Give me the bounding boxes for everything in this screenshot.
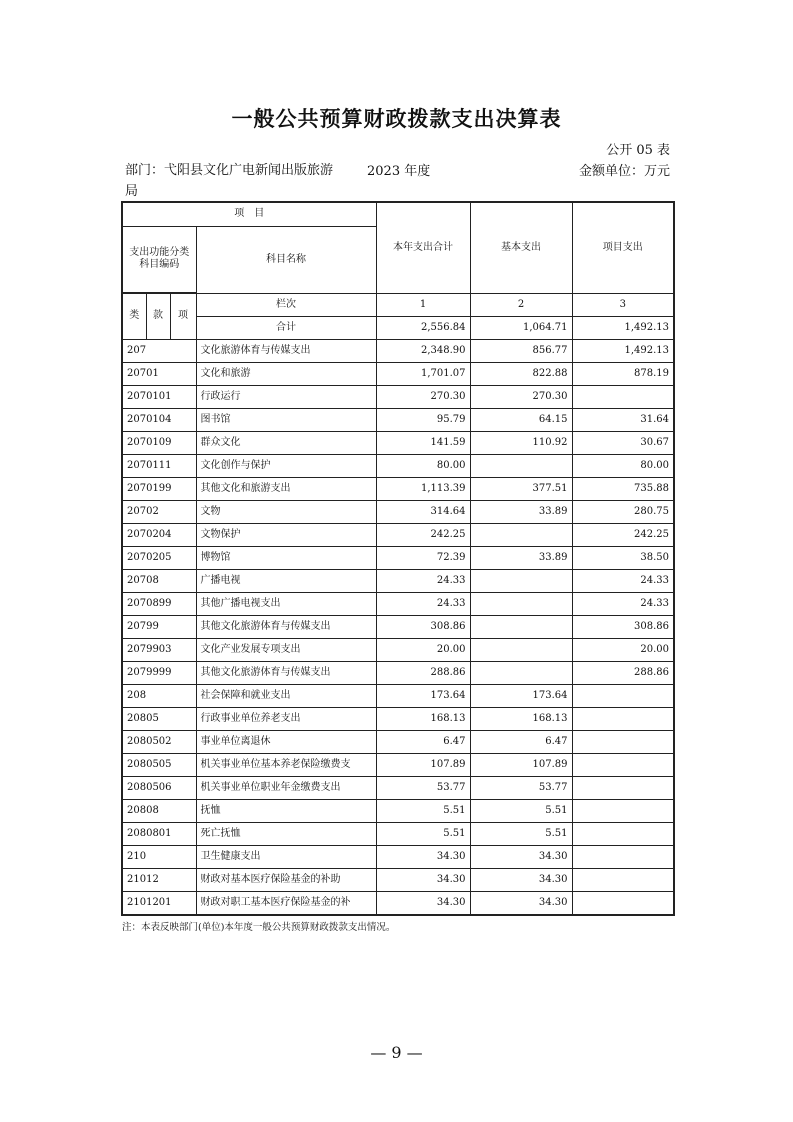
row-total: 288.86 [376, 661, 470, 684]
row-total: 34.30 [376, 868, 470, 891]
table-row [122, 684, 674, 707]
row-project [572, 776, 674, 799]
table-row [122, 753, 674, 776]
row-name: 文物保护 [196, 523, 376, 546]
row-name: 事业单位离退休 [196, 730, 376, 753]
row-total: 308.86 [376, 615, 470, 638]
row-name: 卫生健康支出 [196, 845, 376, 868]
page-number: — 9 — [370, 1043, 423, 1062]
header-kuan: 款 [146, 293, 170, 339]
row-total: 53.77 [376, 776, 470, 799]
row-code: 2070899 [122, 592, 196, 615]
col-number-2: 2 [470, 293, 572, 316]
header-xiang: 项 [170, 293, 196, 339]
row-project: 308.86 [572, 615, 674, 638]
row-code: 20702 [122, 500, 196, 523]
row-project [572, 684, 674, 707]
row-code: 2080505 [122, 753, 196, 776]
header-total: 本年支出合计 [376, 202, 470, 293]
row-total: 242.25 [376, 523, 470, 546]
page-title: 一般公共预算财政拨款支出决算表 [231, 107, 562, 131]
table-row [122, 891, 674, 915]
row-basic [470, 569, 572, 592]
table-row [122, 730, 674, 753]
row-basic: 34.30 [470, 891, 572, 915]
row-code: 2101201 [122, 891, 196, 915]
row-project [572, 707, 674, 730]
header-lei: 类 [122, 293, 146, 339]
col-number-1: 1 [376, 293, 470, 316]
row-total: 168.13 [376, 707, 470, 730]
row-basic: 856.77 [470, 339, 572, 362]
row-basic: 33.89 [470, 500, 572, 523]
table-row [122, 638, 674, 661]
row-project: 30.67 [572, 431, 674, 454]
row-total: 34.30 [376, 845, 470, 868]
table-note: 注：本表反映部门(单位)本年度一般公共预算财政拨款支出情况。 [122, 922, 396, 933]
row-code: 2070204 [122, 523, 196, 546]
row-name: 文化创作与保护 [196, 454, 376, 477]
row-code: 210 [122, 845, 196, 868]
row-total: 80.00 [376, 454, 470, 477]
row-total: 173.64 [376, 684, 470, 707]
col-number-3: 3 [572, 293, 674, 316]
table-row [122, 523, 674, 546]
row-name: 其他文化旅游体育与传媒支出 [196, 615, 376, 638]
table-row [122, 799, 674, 822]
header-item: 项 目 [122, 202, 376, 226]
row-basic: 53.77 [470, 776, 572, 799]
table-row [122, 661, 674, 684]
row-basic: 110.92 [470, 431, 572, 454]
row-name: 机关事业单位职业年金缴费支出 [196, 776, 376, 799]
row-total: 72.39 [376, 546, 470, 569]
row-basic: 377.51 [470, 477, 572, 500]
row-total: 1,113.39 [376, 477, 470, 500]
row-name: 死亡抚恤 [196, 822, 376, 845]
row-code: 20708 [122, 569, 196, 592]
row-total: 24.33 [376, 569, 470, 592]
header-code-group: 支出功能分类科目编码 [122, 226, 196, 292]
row-project [572, 753, 674, 776]
row-project [572, 385, 674, 408]
row-basic [470, 615, 572, 638]
table-row [122, 431, 674, 454]
total-project: 1,492.13 [572, 316, 674, 339]
row-code: 21012 [122, 868, 196, 891]
row-total: 314.64 [376, 500, 470, 523]
header-name: 科目名称 [196, 226, 376, 293]
form-number: 公开 05 表 [606, 143, 670, 158]
row-code: 20805 [122, 707, 196, 730]
row-project: 280.75 [572, 500, 674, 523]
table-row [122, 822, 674, 845]
row-project: 20.00 [572, 638, 674, 661]
row-code: 2070101 [122, 385, 196, 408]
row-code: 207 [122, 339, 196, 362]
row-code: 2070111 [122, 454, 196, 477]
row-basic: 64.15 [470, 408, 572, 431]
row-name: 博物馆 [196, 546, 376, 569]
table-row [122, 339, 674, 362]
row-project: 80.00 [572, 454, 674, 477]
row-code: 2079903 [122, 638, 196, 661]
row-basic [470, 523, 572, 546]
row-total: 95.79 [376, 408, 470, 431]
row-name: 文化旅游体育与传媒支出 [196, 339, 376, 362]
row-name: 文物 [196, 500, 376, 523]
total-basic: 1,064.71 [470, 316, 572, 339]
row-total: 20.00 [376, 638, 470, 661]
row-basic: 270.30 [470, 385, 572, 408]
row-total: 141.59 [376, 431, 470, 454]
row-name: 机关事业单位基本养老保险缴费支 [196, 753, 376, 776]
row-total: 5.51 [376, 799, 470, 822]
row-project: 1,492.13 [572, 339, 674, 362]
row-basic [470, 661, 572, 684]
table-row [122, 408, 674, 431]
row-name: 财政对基本医疗保险基金的补助 [196, 868, 376, 891]
total-label: 合计 [196, 316, 376, 339]
row-basic [470, 454, 572, 477]
row-project: 31.64 [572, 408, 674, 431]
table-row [122, 707, 674, 730]
row-project: 878.19 [572, 362, 674, 385]
row-code: 2079999 [122, 661, 196, 684]
row-name: 广播电视 [196, 569, 376, 592]
table-row [122, 776, 674, 799]
table-row [122, 569, 674, 592]
row-basic: 34.30 [470, 868, 572, 891]
row-code: 2080506 [122, 776, 196, 799]
row-project [572, 822, 674, 845]
row-name: 其他文化和旅游支出 [196, 477, 376, 500]
row-total: 107.89 [376, 753, 470, 776]
row-total: 270.30 [376, 385, 470, 408]
row-total: 6.47 [376, 730, 470, 753]
row-name: 群众文化 [196, 431, 376, 454]
row-total: 34.30 [376, 891, 470, 915]
row-name: 行政运行 [196, 385, 376, 408]
row-total: 1,701.07 [376, 362, 470, 385]
row-basic: 5.51 [470, 822, 572, 845]
row-basic: 822.88 [470, 362, 572, 385]
expenditure-table [121, 201, 675, 916]
table-row [122, 500, 674, 523]
row-project [572, 891, 674, 915]
header-basic: 基本支出 [470, 202, 572, 293]
row-code: 20808 [122, 799, 196, 822]
row-basic: 5.51 [470, 799, 572, 822]
row-name: 图书馆 [196, 408, 376, 431]
row-name: 抚恤 [196, 799, 376, 822]
row-code: 2070199 [122, 477, 196, 500]
row-basic: 168.13 [470, 707, 572, 730]
row-name: 社会保障和就业支出 [196, 684, 376, 707]
row-code: 2070205 [122, 546, 196, 569]
row-project: 24.33 [572, 592, 674, 615]
row-project [572, 868, 674, 891]
row-code: 2080801 [122, 822, 196, 845]
department-label: 部门：弋阳县文化广电新闻出版旅游局 [125, 163, 334, 199]
table-row [122, 477, 674, 500]
year-label: 2023 年度 [367, 164, 431, 179]
row-basic [470, 592, 572, 615]
row-name: 文化和旅游 [196, 362, 376, 385]
row-name: 文化产业发展专项支出 [196, 638, 376, 661]
row-total: 5.51 [376, 822, 470, 845]
total-sum: 2,556.84 [376, 316, 470, 339]
row-name: 其他广播电视支出 [196, 592, 376, 615]
row-project [572, 799, 674, 822]
row-code: 20701 [122, 362, 196, 385]
row-basic: 33.89 [470, 546, 572, 569]
table-row [122, 546, 674, 569]
row-total: 2,348.90 [376, 339, 470, 362]
row-project: 735.88 [572, 477, 674, 500]
table-row [122, 615, 674, 638]
table-row [122, 845, 674, 868]
row-project: 242.25 [572, 523, 674, 546]
header-project: 项目支出 [572, 202, 674, 293]
row-code: 2070104 [122, 408, 196, 431]
row-code: 208 [122, 684, 196, 707]
row-basic: 34.30 [470, 845, 572, 868]
row-project [572, 845, 674, 868]
table-row [122, 362, 674, 385]
row-total: 24.33 [376, 592, 470, 615]
row-basic [470, 638, 572, 661]
row-basic: 107.89 [470, 753, 572, 776]
table-row [122, 592, 674, 615]
row-code: 2070109 [122, 431, 196, 454]
header-lanci: 栏次 [196, 293, 376, 316]
row-project: 24.33 [572, 569, 674, 592]
row-name: 行政事业单位养老支出 [196, 707, 376, 730]
table-row [122, 385, 674, 408]
table-row [122, 868, 674, 891]
row-basic: 6.47 [470, 730, 572, 753]
unit-label: 金额单位：万元 [578, 164, 670, 179]
row-basic: 173.64 [470, 684, 572, 707]
row-project: 38.50 [572, 546, 674, 569]
row-name: 财政对职工基本医疗保险基金的补 [196, 891, 376, 915]
row-code: 20799 [122, 615, 196, 638]
row-code: 2080502 [122, 730, 196, 753]
row-name: 其他文化旅游体育与传媒支出 [196, 661, 376, 684]
row-project [572, 730, 674, 753]
row-project: 288.86 [572, 661, 674, 684]
table-row [122, 454, 674, 477]
